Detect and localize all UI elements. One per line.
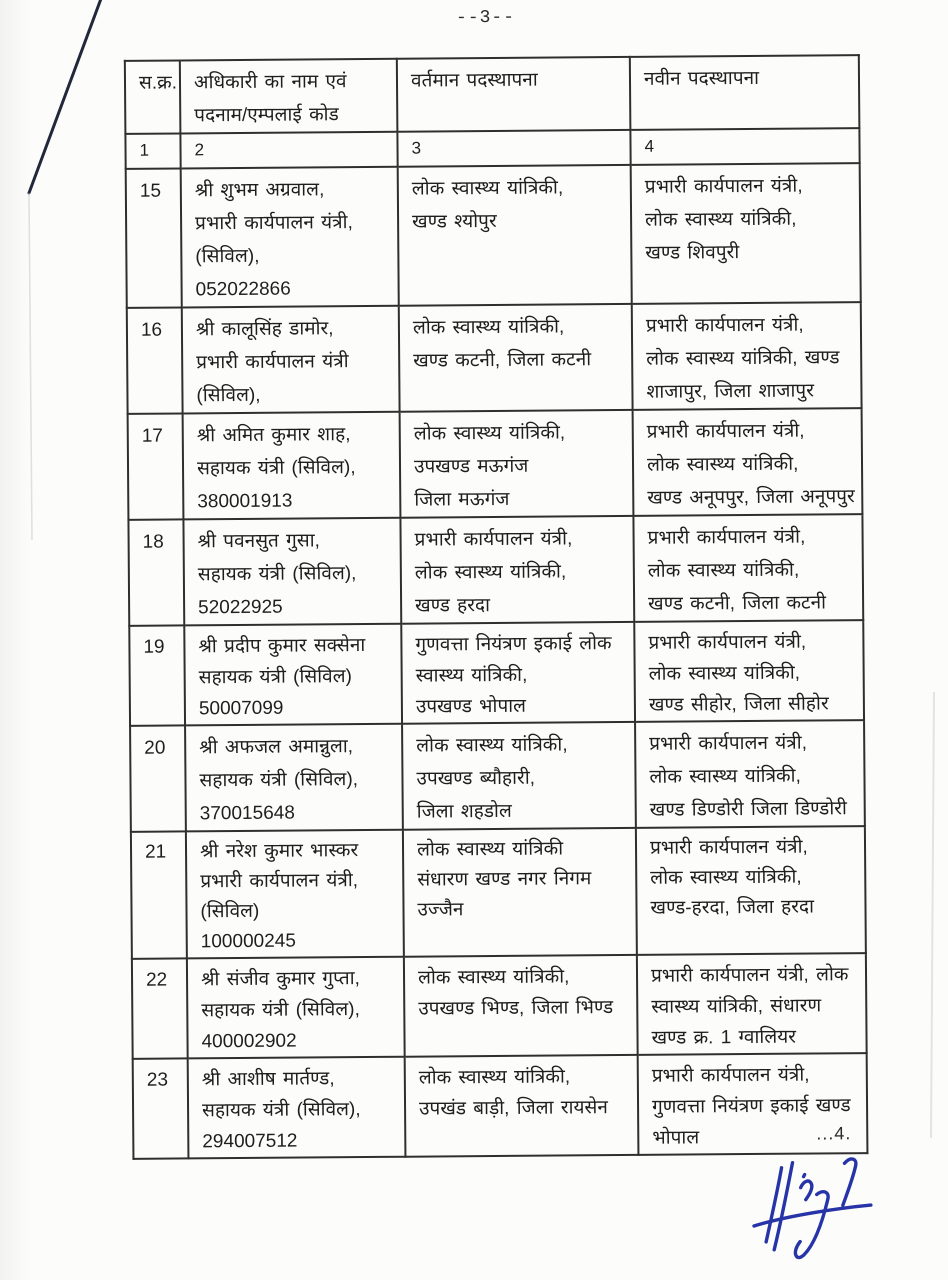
officer-name-cell: श्री पवनसुत गुसा, सहायक यंत्री (सिविल), 52022925 [183,518,401,626]
current-posting-cell: लोक स्वास्थ्य यांत्रिकी, उपखंड बाड़ी, जिला रायसेन [405,1055,639,1157]
header-current-posting: वर्तमान पदस्थापना [397,57,631,132]
new-posting-cell: प्रभारी कार्यपालन यंत्री, लोक स्वास्थ्य यांत्रिकी, खण्ड शिवपुरी [631,163,861,304]
officer-name-cell: श्री अफजल अमान्नुला, सहायक यंत्री (सिविल), 370015648 [185,724,403,832]
new-posting-cell: प्रभारी कार्यपालन यंत्री, लोक स्वास्थ्य यांत्रिकी, खण्ड-हरदा, जिला हरदा [636,826,866,955]
new-posting-cell: प्रभारी कार्यपालन यंत्री, लोक स्वास्थ्य यांत्रिकी, संधारण खण्ड क्र. 1 ग्वालियर [637,953,867,1055]
serial-number-cell: 23 [133,1058,189,1158]
new-posting-cell: प्रभारी कार्यपालन यंत्री, लोक स्वास्थ्य यांत्रिकी, खण्ड सीहोर, जिला सीहोर [634,620,864,722]
new-posting-cell: प्रभारी कार्यपालन यंत्री, लोक स्वास्थ्य यांत्रिकी, खण्ड शाजापुर, जिला शाजापुर [632,302,862,410]
new-posting-cell: प्रभारी कार्यपालन यंत्री, गुणवत्ता नियंत्रण इकाई खण्ड भोपाल [638,1053,868,1155]
officer-name-cell: श्री संजीव कुमार गुप्ता, सहायक यंत्री (सिविल), 400002902 [187,957,405,1059]
table-row [130,720,865,832]
column-number: 3 [397,130,630,167]
page-number-bottom: ...4. [816,1123,852,1144]
officer-name-cell: श्री आशीष मार्तण्ड, सहायक यंत्री (सिविल), 294007512 [188,1057,406,1159]
current-posting-cell: लोक स्वास्थ्य यांत्रिकी, उपखण्ड भिण्ड, जिला भिण्ड [404,955,638,1057]
current-posting-cell: लोक स्वास्थ्य यांत्रिकी, उपखण्ड ब्यौहारी, जिला शहडोल [402,722,636,830]
serial-number-cell: 21 [131,831,187,958]
table-row [129,620,864,726]
table-row [126,163,861,308]
header-officer-name: अधिकारी का नाम एवं पदनाम/एम्पलाई कोड [180,59,398,134]
column-number: 1 [125,133,180,168]
table-row [127,302,862,414]
current-posting-cell: लोक स्वास्थ्य यांत्रिकी संधारण खण्ड नगर निगम उज्जैन [403,828,637,957]
column-number: 4 [630,128,859,165]
serial-number-cell: 18 [128,519,184,625]
serial-number-cell: 17 [128,413,184,519]
current-posting-cell: लोक स्वास्थ्य यांत्रिकी, उपखण्ड मऊगंज जिला मऊगंज [400,410,634,518]
serial-number-cell: 22 [132,958,188,1058]
table-row [133,1053,868,1159]
page-number-top: --3-- [455,7,516,29]
serial-number-cell: 19 [129,625,185,725]
officer-name-cell: श्री अमित कुमार शाह, सहायक यंत्री (सिविल), 380001913 [183,412,401,520]
column-number-row [125,128,859,169]
officer-name-cell: श्री प्रदीप कुमार सक्सेना सहायक यंत्री (सिविल) 50007099 [184,624,402,726]
header-serial-number: स.क्र. [125,60,181,133]
table-header-row [125,55,860,134]
officer-name-cell: श्री नरेश कुमार भास्कर प्रभारी कार्यपालन यंत्री, (सिविल) 100000245 [186,830,404,959]
serial-number-cell: 16 [127,307,183,413]
table-row [128,408,863,520]
current-posting-cell: लोक स्वास्थ्य यांत्रिकी, खण्ड श्योपुर [398,165,632,306]
table-row [132,953,867,1059]
serial-number-cell: 20 [130,725,186,831]
new-posting-cell: प्रभारी कार्यपालन यंत्री, लोक स्वास्थ्य यांत्रिकी, खण्ड डिण्डोरी जिला डिण्डोरी [635,720,865,828]
new-posting-cell: प्रभारी कार्यपालन यंत्री, लोक स्वास्थ्य यांत्रिकी, खण्ड कटनी, जिला कटनी [633,514,863,622]
current-posting-cell: लोक स्वास्थ्य यांत्रिकी, खण्ड कटनी, जिला कटनी [399,304,633,412]
handwritten-signature [744,1147,885,1268]
column-number: 2 [180,132,397,169]
table-row [128,514,863,626]
current-posting-cell: प्रभारी कार्यपालन यंत्री, लोक स्वास्थ्य यांत्रिकी, खण्ड हरदा [400,516,634,624]
header-new-posting: नवीन पदस्थापना [630,55,860,130]
new-posting-cell: प्रभारी कार्यपालन यंत्री, लोक स्वास्थ्य यांत्रिकी, खण्ड अनूपपुर, जिला अनूपपुर [633,408,863,516]
current-posting-cell: गुणवत्ता नियंत्रण इकाई लोक स्वास्थ्य यांत्रिकी, उपखण्ड भोपाल [401,622,635,724]
serial-number-cell: 15 [126,168,182,307]
table-row [131,826,866,959]
transfer-postings-table [124,54,869,1160]
officer-name-cell: श्री कालूसिंह डामोर, प्रभारी कार्यपालन यंत्री (सिविल), [182,306,400,414]
officer-name-cell: श्री शुभम अग्रवाल, प्रभारी कार्यपालन यंत्री, (सिविल), 052022866 [181,167,399,308]
